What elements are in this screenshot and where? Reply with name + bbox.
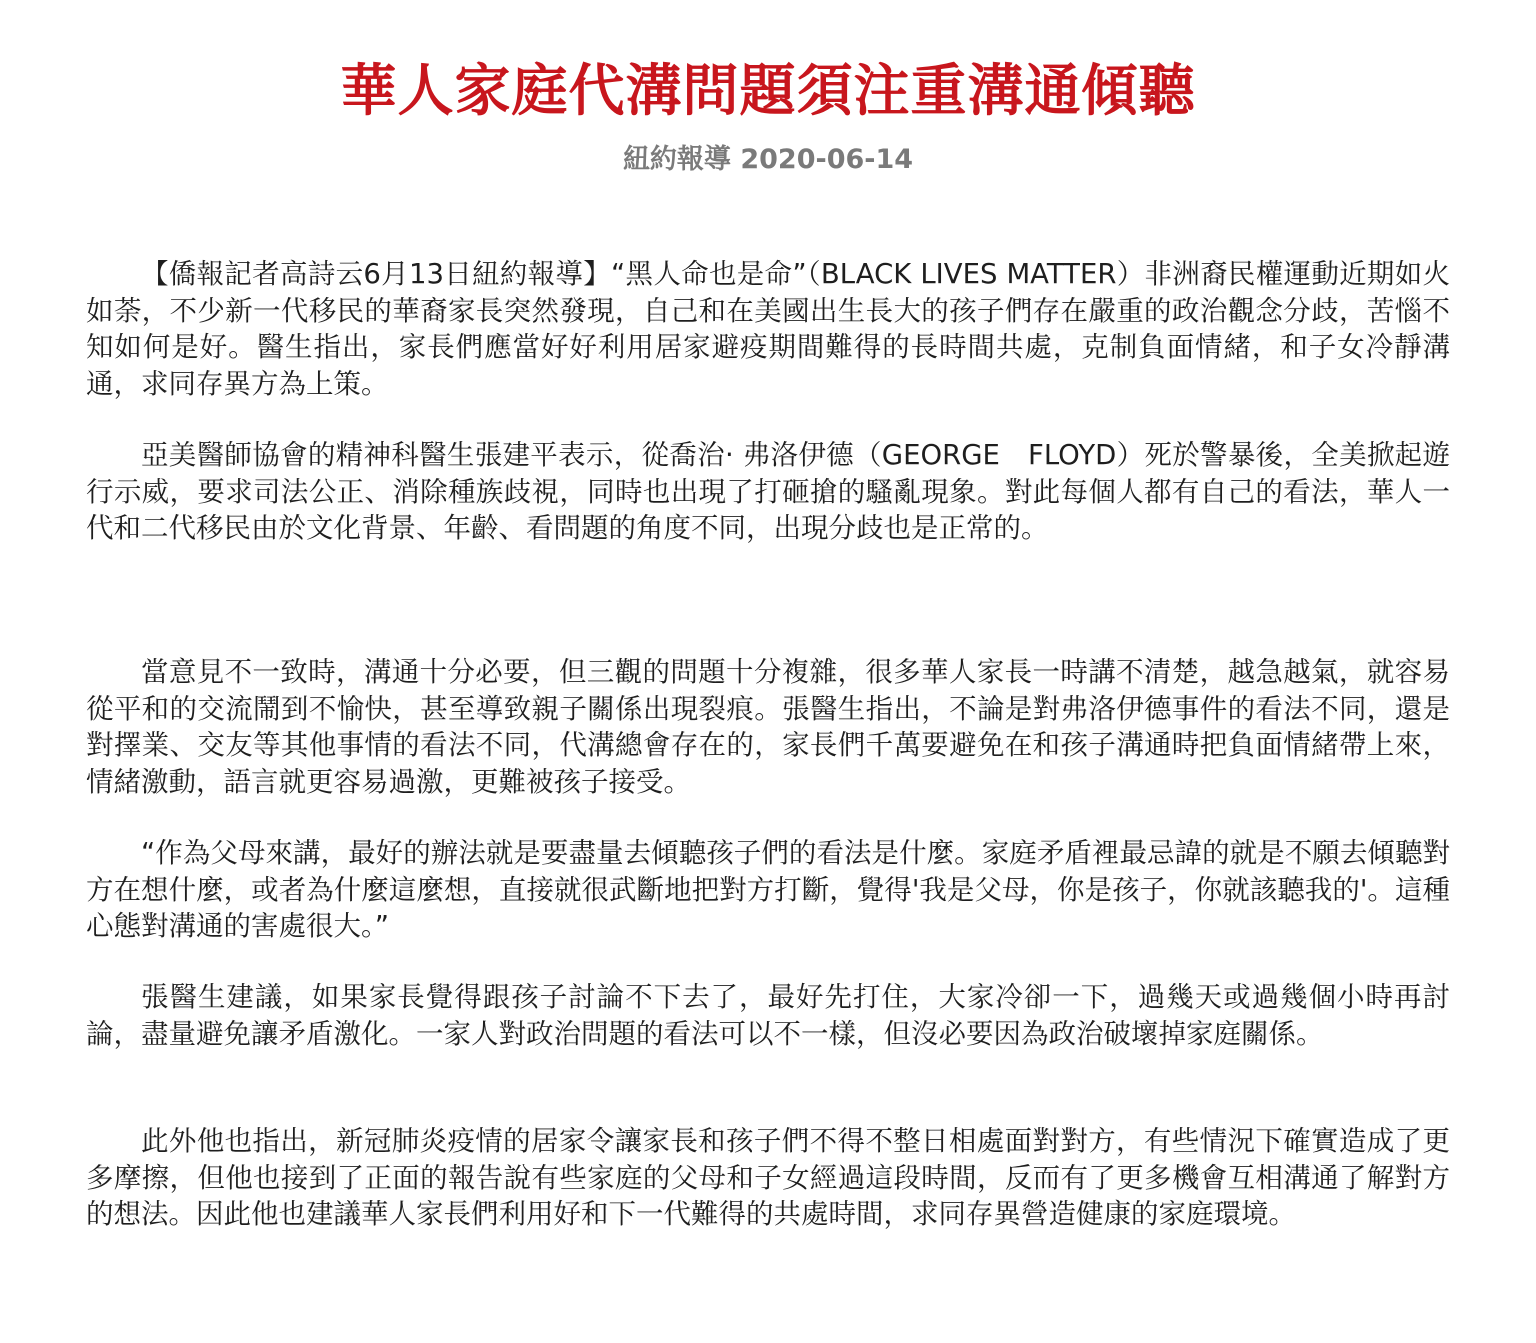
article-paragraph-2: 亞美醫師協會的精神科醫生張建平表示，從喬治· 弗洛伊德（GEORGE FLOYD）死於警暴後，全美掀起遊行示威，要求司法公正、消除種族歧視，同時也出現了打砸搶的騷亂現象。對此每個人都有自己的看法，華人一代和二代移民由於文化背景、年齡、看問題的角度不同，出現分歧也是正常的。	[86, 439, 1450, 544]
article-paragraph-1: 【僑報記者高詩云6月13日紐約報導】“黑人命也是命”（BLACK LIVES MATTER）非洲裔民權運動近期如火如荼，不少新一代移民的華裔家長突然發現，自己和在美國出生長大的孩子們存在嚴重的政治觀念分歧，苦惱不知如何是好。醫生指出，家長們應當好好利用居家避疫期間難得的長時間共處，克制負面情緒，和子女冷靜溝通，求同存異方為上策。	[86, 258, 1450, 400]
article-paragraph-6: 此外他也指出，新冠肺炎疫情的居家令讓家長和孩子們不得不整日相處面對對方，有些情況下確實造成了更多摩擦，但他也接到了正面的報告說有些家庭的父母和子女經過這段時間，反而有了更多機會互相溝通了解對方的想法。因此他也建議華人家長們利用好和下一代難得的共處時間，求同存異營造健康的家庭環境。	[86, 1125, 1450, 1230]
article-paragraph-3: 當意見不一致時，溝通十分必要，但三觀的問題十分複雜，很多華人家長一時講不清楚，越急越氣，就容易從平和的交流鬧到不愉快，甚至導致親子關係出現裂痕。張醫生指出，不論是對弗洛伊德事件的看法不同，還是對擇業、交友等其他事情的看法不同，代溝總會存在的，家長們千萬要避免在和孩子溝通時把負面情緒帶上來，情緒激動，語言就更容易過激，更難被孩子接受。	[86, 656, 1450, 798]
article-headline: 華人家庭代溝問題須注重溝通傾聽	[340, 59, 1196, 124]
article-byline: 紐約報導 2020-06-14	[622, 144, 914, 175]
article-paragraph-5: 張醫生建議，如果家長覺得跟孩子討論不下去了，最好先打住，大家冷卻一下，過幾天或過幾個小時再討論，盡量避免讓矛盾激化。一家人對政治問題的看法可以不一樣，但沒必要因為政治破壞掉家庭關係。	[86, 981, 1450, 1050]
article-paragraph-4: “作為父母來講，最好的辦法就是要盡量去傾聽孩子們的看法是什麼。家庭矛盾裡最忌諱的就是不願去傾聽對方在想什麼，或者為什麼這麼想，直接就很武斷地把對方打斷，覺得'我是父母，你是孩子，你就該聽我的'。這種心態對溝通的害處很大。”	[86, 837, 1450, 942]
